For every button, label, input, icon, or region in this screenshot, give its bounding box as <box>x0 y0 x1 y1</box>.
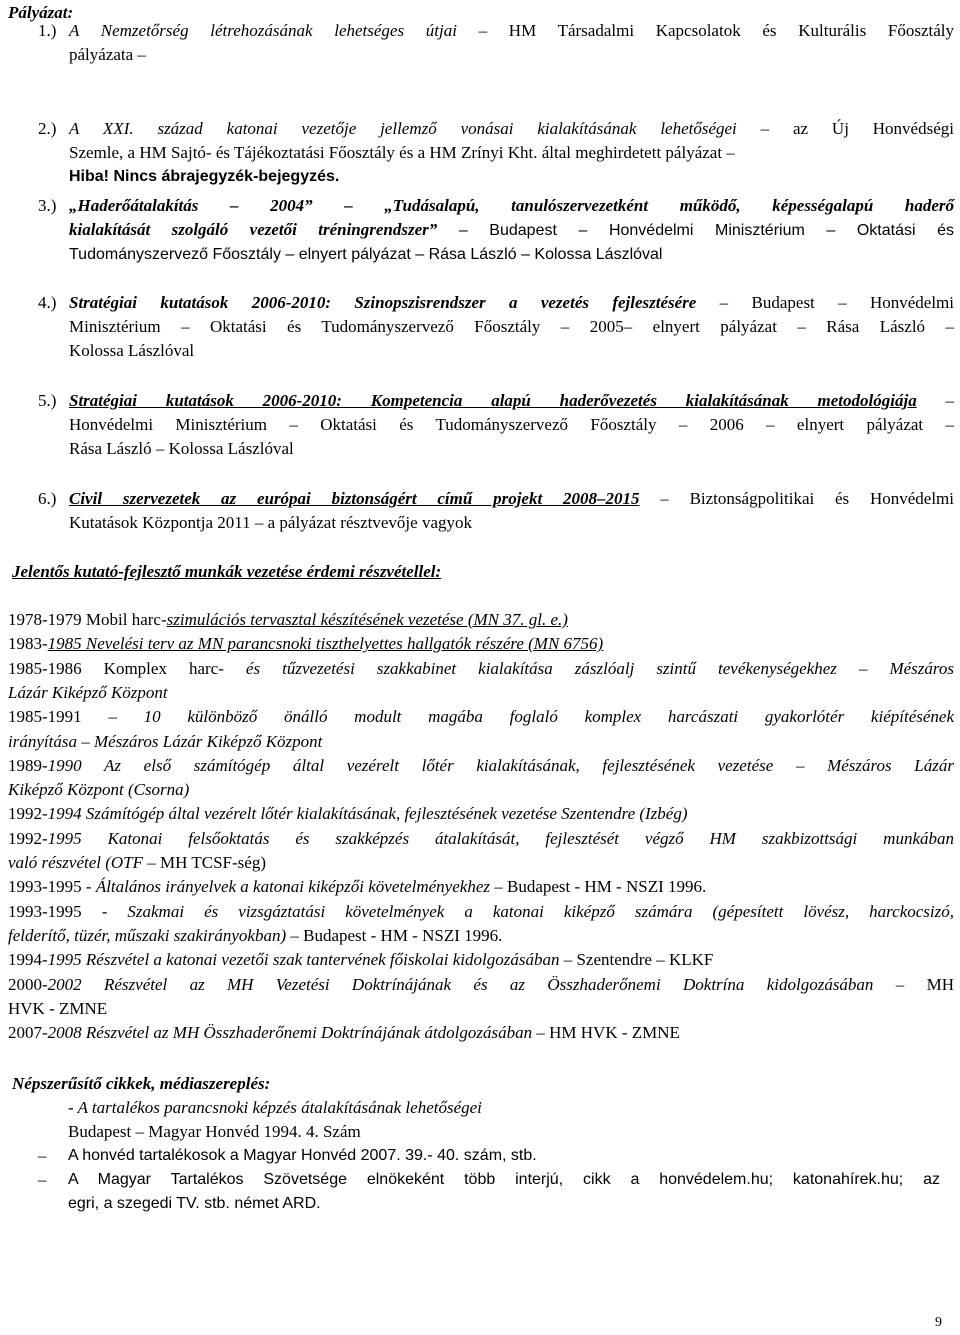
entry-text: 1978-1979 Mobil harc- <box>8 610 167 629</box>
entry-text: való részvétel (OTF – <box>8 853 161 872</box>
entry-text: 1992- <box>8 804 48 824</box>
entry-text: 1985-1991 – <box>8 707 144 727</box>
item-text: Honvédelmi Minisztérium – Oktatási és Tudományszervező Főosztály – 2006 – elnyert pályázat – <box>69 415 954 434</box>
bullet-dash: – <box>38 1146 47 1165</box>
entry-text: 1995 Részvétel a katonai vezetői szak tantervének főiskolai kidolgozásában <box>47 950 560 970</box>
page-number: 9 <box>935 1315 942 1330</box>
entry-text: – HM HVK - ZMNE <box>532 1023 680 1043</box>
item-line <box>69 43 146 67</box>
item-text: – az Új Honvédségi <box>736 119 954 138</box>
item-text: A Nemzetőrség létrehozásának lehetséges útjai <box>69 21 457 40</box>
item-line <box>69 19 954 43</box>
item-text: Kutatások Központja 2011 – a pályázat résztvevője vagyok <box>69 513 472 532</box>
entry-text: 2008 Részvétel az MH Összhaderőnemi Doktrínájának átdolgozásában <box>47 1023 533 1043</box>
entry-text: 1994- <box>8 950 48 970</box>
item-text: Minisztérium – Oktatási és Tudományszervező Főosztály – 2005– elnyert pályázat – Rása László – <box>69 317 954 336</box>
entry-line <box>8 778 189 802</box>
item-line <box>69 194 954 218</box>
item-text: Tudományszervező Főosztály – elnyert pályázat – Rása László – Kolossa Lászlóval <box>69 246 663 263</box>
item-text: Stratégiai kutatások 2006-2010: Kompetencia alapú haderővezetés kialakításának metodológiája <box>69 391 917 410</box>
entry-text: 1994 Számítógép által vezérelt lőtér kialakításának, fejlesztésének vezetése Szentendre (Izbég) <box>47 804 688 824</box>
bullet-text: egri, a szegedi TV. stb. német ARD. <box>68 1195 321 1212</box>
error-text: Hiba! Nincs ábrajegyzék-bejegyzés. <box>69 168 340 185</box>
item-line <box>69 389 954 413</box>
item-number: 4.) <box>38 293 57 312</box>
entry-line <box>8 997 107 1021</box>
entry-line <box>8 754 954 778</box>
article-title: - A tartalékos parancsnoki képzés átalakításának lehetőségei <box>68 1098 482 1117</box>
entry-line <box>8 851 266 875</box>
entry-text: 2002 Részvétel az MH Vezetési Doktrínájának és az Összhaderőnemi Doktrína kidolgozásában <box>47 974 874 994</box>
entry-text: – MH <box>873 974 954 994</box>
entry-line <box>8 875 706 899</box>
entry-text: 1993-1995 - <box>8 877 96 897</box>
entry-text: Kiképző Központ (Csorna) <box>8 780 190 800</box>
item-number: 5.) <box>38 391 57 410</box>
entry-text: 1989- <box>8 755 48 775</box>
item-number: 3.) <box>38 196 57 215</box>
entry-line <box>8 705 954 729</box>
entry-text: – Budapest - HM - NSZI 1996. <box>489 877 707 897</box>
item-line <box>69 487 954 511</box>
item-text: kialakítását szolgáló vezetői tréningrendszer” <box>69 220 438 239</box>
entry-line <box>8 681 168 705</box>
entry-text: és tűzvezetési szakkabinet kialakítása zászlóalj szintű tevékenységekhez – Mészáros <box>245 658 955 678</box>
entry-line <box>8 948 713 972</box>
item-line <box>69 315 954 339</box>
bullet-text: A honvéd tartalékosok a Magyar Honvéd 2007. 39.- 40. szám, stb. <box>68 1147 537 1164</box>
bullet-dash: – <box>38 1170 47 1189</box>
item-line <box>69 291 954 315</box>
item-text: – Budapest – Honvédelmi <box>696 293 954 312</box>
item-number: 6.) <box>38 489 57 508</box>
entry-text: 2007- <box>8 1023 48 1043</box>
entry-text: 1992- <box>8 828 48 848</box>
section-heading: Népszerűsítő cikkek, médiaszereplés: <box>12 1074 271 1093</box>
item-text: Civil szervezetek az európai biztonságért című projekt 2008–2015 <box>69 489 640 508</box>
item-line <box>69 511 472 535</box>
entry-text: 1985 Nevelési terv az MN parancsnoki tiszthelyettes hallgatók részére (MN 6756) <box>47 634 604 654</box>
entry-line <box>8 632 603 656</box>
entry-line <box>8 924 502 948</box>
item-line <box>69 242 662 267</box>
item-number: 1.) <box>38 21 57 40</box>
article-source: Budapest – Magyar Honvéd 1994. 4. Szám <box>68 1122 361 1141</box>
entry-text: Szakmai és vizsgáztatási követelmények a katonai kiképző számára (gépesített lövész, harckocsizó, <box>127 901 955 921</box>
item-text: Szemle, a HM Sajtó- és Tájékoztatási Főosztály és a HM Zrínyi Kht. által meghirdetett pályázat – <box>69 143 735 162</box>
entry-text: 1990 Az első számítógép által vezérelt lőtér kialakításának, fejlesztésének vezetése – Mészáros Lázár <box>47 755 954 775</box>
item-text: – Budapest – Honvédelmi Minisztérium – Oktatási és <box>437 222 954 239</box>
entry-text: 2000- <box>8 974 48 994</box>
entry-text: szimulációs tervasztal készítésének vezetése (MN 37. gl. e.) <box>166 610 568 629</box>
item-line <box>69 141 735 165</box>
item-text: Stratégiai kutatások 2006-2010: Szinopszisrendszer a vezetés fejlesztésére <box>69 293 697 312</box>
item-number: 2.) <box>38 119 57 138</box>
item-line <box>69 437 294 461</box>
item-text: – <box>916 391 954 410</box>
entry-line <box>8 608 568 632</box>
entry-text: Lázár Kiképző Központ <box>8 682 168 702</box>
entry-text: 1993-1995 - <box>8 901 128 921</box>
entry-text: HVK - ZMNE <box>8 998 108 1018</box>
entry-line <box>8 657 954 681</box>
item-text: – Biztonságpolitikai és Honvédelmi <box>639 489 954 508</box>
entry-text: 1985-1986 Komplex harc- <box>8 658 246 678</box>
entry-text: 1995 Katonai felsőoktatás és szakképzés átalakítását, fejlesztését végző HM szakbizottsági munkában <box>47 828 954 848</box>
item-text: Rása László – Kolossa Lászlóval <box>69 439 294 458</box>
entry-line <box>8 730 322 754</box>
entry-text: – Budapest - HM - NSZI 1996. <box>286 925 503 945</box>
entry-text: – Szentendre – KLKF <box>559 950 714 970</box>
item-text: pályázata – <box>69 45 146 64</box>
entry-line <box>8 900 954 924</box>
item-line <box>69 339 194 363</box>
item-line <box>69 117 954 141</box>
entry-text: irányítása – Mészáros Lázár Kiképző Központ <box>8 731 323 751</box>
bullet-text: A Magyar Tartalékos Szövetsége elnökeként több interjú, cikk a honvédelem.hu; katonahírek.hu; az <box>68 1171 940 1188</box>
entry-line <box>8 973 954 997</box>
entry-text: 10 különböző önálló modult magába foglaló komplex harcászati gyakorlótér kiépítésének <box>143 707 954 727</box>
entry-line <box>8 802 688 826</box>
item-text: A XXI. század katonai vezetője jellemző vonásai kialakításának lehetőségei <box>69 119 737 138</box>
item-line <box>69 413 954 437</box>
entry-line <box>8 827 954 851</box>
entry-text: Általános irányelvek a katonai kiképzői követelményekhez <box>95 877 490 897</box>
item-text: – HM Társadalmi Kapcsolatok és Kulturális Főosztály <box>456 21 954 40</box>
entry-text: 1983- <box>8 634 48 654</box>
item-text: Kolossa Lászlóval <box>69 341 195 360</box>
entry-line <box>8 1021 680 1045</box>
page-title: Pályázat: <box>8 3 74 22</box>
item-text: „Haderőátalakítás – 2004” – „Tudásalapú, tanulószervezetként működő, képességalapú haderő <box>69 196 954 215</box>
section-heading: Jelentős kutató-fejlesztő munkák vezetése érdemi részvétellel: <box>12 562 442 581</box>
item-line <box>69 218 954 243</box>
entry-text: MH TCSF-ség) <box>160 853 266 872</box>
entry-text: felderítő, tüzér, műszaki szakirányokban) <box>8 925 287 945</box>
